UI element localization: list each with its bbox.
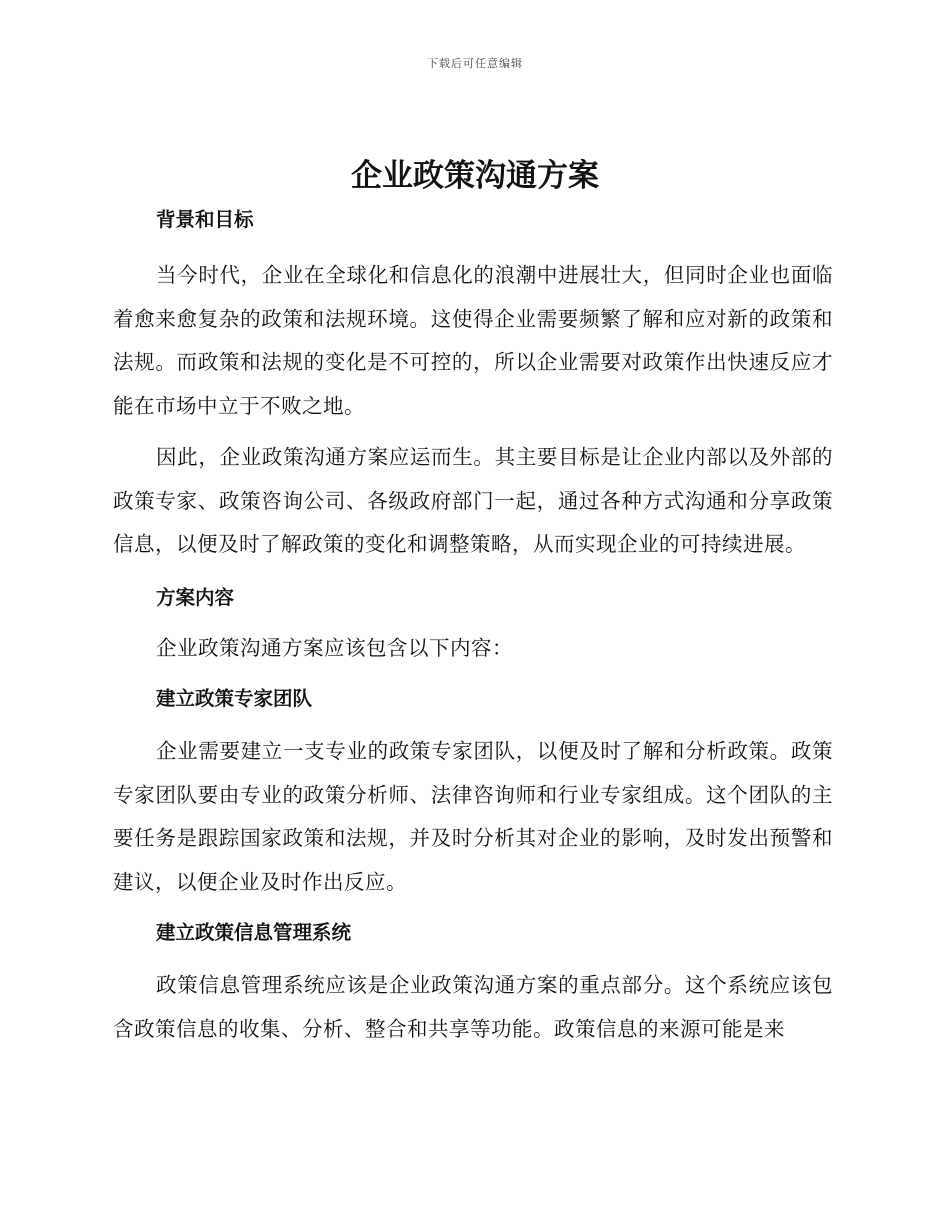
paragraph-team: 企业需要建立一支专业的政策专家团队，以便及时了解和分析政策。政策专家团队要由专业的政策分析师、法律咨询师和行业专家组成。这个团队的主要任务是跟踪国家政策和法规，并及时分析其对企业的影响，及时发出预警和建议，以便企业及时作出反应。 <box>113 739 833 894</box>
document-title: 企业政策沟通方案 <box>351 158 599 194</box>
paragraph-background-2: 因此，企业政策沟通方案应运而生。其主要目标是让企业内部以及外部的政策专家、政策咨询公司、各级政府部门一起，通过各种方式沟通和分享政策信息，以便及时了解政策的变化和调整策略，从而实现企业的可持续进展。 <box>113 445 833 556</box>
section-heading-team: 建立政策专家团队 <box>156 687 313 710</box>
section-heading-content: 方案内容 <box>156 585 235 609</box>
section-heading-background: 背景和目标 <box>156 208 254 231</box>
paragraph-background-1: 当今时代，企业在全球化和信息化的浪潮中进展壮大，但同时企业也面临着愈来愈复杂的政策和法规环境。这使得企业需要频繁了解和应对新的政策和法规。而政策和法规的变化是不可控的，所以企业需要对政策作出快速反应才能在市场中立于不败之地。 <box>113 263 833 418</box>
paragraph-system: 政策信息管理系统应该是企业政策沟通方案的重点部分。这个系统应该包含政策信息的收集、分析、整合和共享等功能。政策信息的来源可能是来 <box>113 973 833 1041</box>
header-note: 下载后可任意编辑 <box>427 57 523 70</box>
document-body <box>113 200 833 1051</box>
section-heading-system: 建立政策信息管理系统 <box>156 921 352 944</box>
paragraph-content-intro: 企业政策沟通方案应该包含以下内容： <box>156 635 513 660</box>
